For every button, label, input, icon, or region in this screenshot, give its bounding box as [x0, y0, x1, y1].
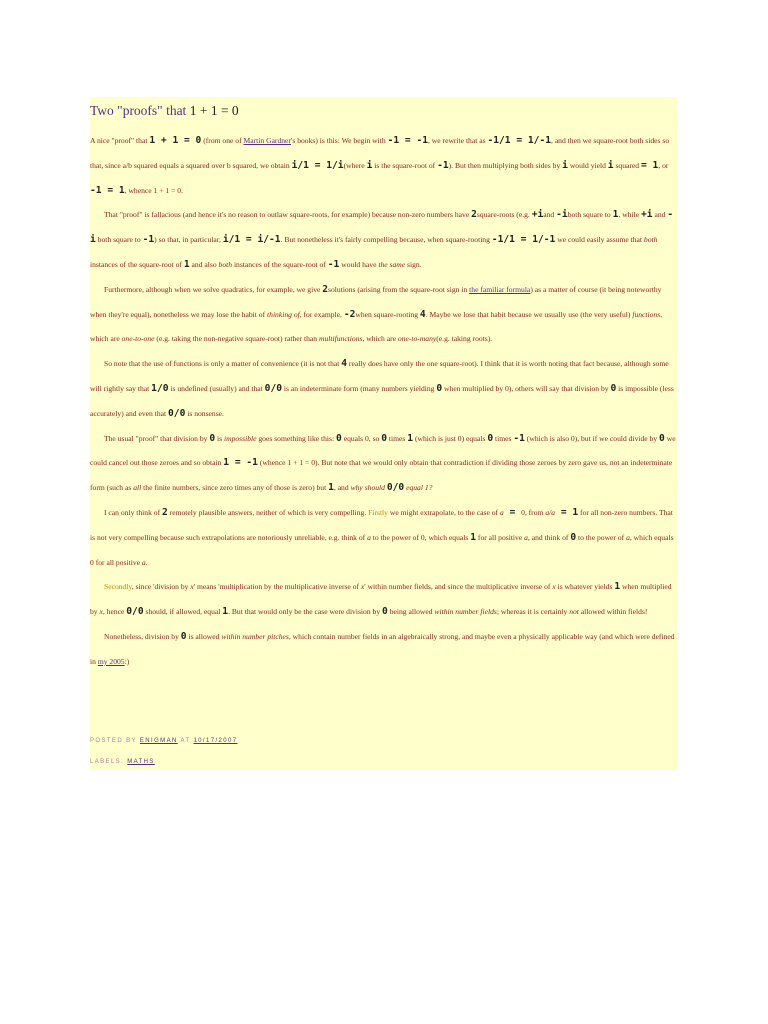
paragraph-1: [90, 129, 677, 203]
text: (whence 1 + 1 = 0). But note that we would only obtain that contradiction if dividing those zeroes by zero gave us, not an indeterminate form (such as: [90, 458, 673, 493]
text: times: [387, 433, 408, 443]
text: The usual "proof" that division by: [104, 433, 210, 443]
text: (e.g. taking roots).: [436, 334, 493, 344]
text: both square to: [95, 235, 143, 245]
text: solutions (arising from the square-root sign in: [328, 284, 470, 294]
text: instances of the square-root of: [232, 259, 328, 269]
text: remotely plausible answers, neither of which is very compelling.: [167, 507, 369, 517]
text: (e.g. taking the non-negative square-root) rather than: [154, 334, 319, 344]
math: =: [503, 506, 522, 518]
emphasis: within number fields: [434, 607, 497, 617]
math: -1: [142, 234, 155, 246]
text: , whence 1 + 1 = 0.: [124, 185, 183, 195]
math: 1 + 1 = 0: [149, 135, 202, 146]
text: sign.: [405, 259, 422, 269]
text: , for example,: [299, 309, 344, 319]
paragraph-2: [90, 203, 677, 277]
text: when multiplied by: [90, 582, 672, 617]
math: +i: [531, 209, 544, 221]
math: 0/0: [386, 482, 405, 494]
emphasis: a: [626, 532, 630, 542]
at-label: AT: [177, 738, 194, 744]
text: we might extrapolate, to the case of: [387, 507, 500, 517]
math: -1/1 = 1/-1: [491, 234, 556, 246]
math: 1: [470, 531, 477, 543]
math: -2: [343, 308, 356, 320]
math: 0: [381, 432, 388, 444]
text: , which are: [362, 334, 398, 344]
text: for all non-zero numbers. That is not very compelling because such extrapolations are notoriously unreliable, e.g. think of: [90, 507, 673, 542]
text: times: [493, 433, 514, 443]
posted-by-label: POSTED BY: [90, 738, 140, 744]
paragraph-3: [90, 278, 677, 352]
math: 2: [322, 283, 329, 295]
math: 1/0: [151, 382, 169, 394]
emphasis: not: [569, 607, 579, 617]
math: -i: [90, 209, 674, 246]
text: (from one of: [201, 136, 244, 145]
math: 0: [570, 531, 577, 543]
post-footer: [90, 738, 237, 744]
emphasis: impossible: [223, 433, 257, 443]
text: being allowed: [387, 607, 435, 617]
math: 1 = -1: [223, 457, 258, 469]
post-title-text: Two "proofs" that: [90, 103, 190, 118]
text: , while: [618, 210, 641, 220]
text: is impossible (less accurately) and even that: [90, 383, 674, 418]
text: , and: [333, 483, 351, 493]
post-labels: [90, 759, 155, 765]
text: . But nonetheless it's fairly compelling because, when square-rooting: [280, 235, 492, 245]
math: 1: [612, 209, 619, 221]
text: is nonsense.: [185, 408, 224, 418]
post-title-math: 1 + 1 = 0: [189, 103, 239, 118]
text: to the power of: [576, 532, 627, 542]
text: we could easily assume that: [555, 235, 644, 245]
text: is whatever yields: [555, 582, 615, 592]
math: 0: [610, 382, 617, 394]
math: 0: [659, 432, 665, 444]
emphasis: functions: [632, 309, 661, 319]
emphasis: equal 1?: [404, 483, 433, 493]
math: i: [366, 159, 373, 171]
text: should, if allowed, equal: [143, 607, 223, 617]
math: 1: [407, 432, 414, 444]
martin-gardner-link[interactable]: Martin Gardner: [243, 136, 291, 145]
emphasis: thinking of: [267, 309, 300, 319]
emphasis: a/a: [545, 507, 556, 517]
emphasis: a: [367, 532, 371, 542]
text: allowed within fields!: [578, 607, 648, 617]
emphasis: a: [141, 557, 146, 567]
text: (which is also 0), but if we could divide by: [524, 433, 660, 443]
math: 0: [487, 432, 494, 444]
paragraph-7: [90, 575, 677, 625]
emphasis: the same: [378, 259, 406, 269]
highlight-word: Firstly: [368, 507, 388, 517]
blog-post: [90, 97, 677, 770]
text: . Maybe we lose that habit because we usually use (the very useful): [425, 309, 633, 319]
text: ) so that, in particular,: [154, 235, 223, 245]
paragraph-4: [90, 352, 677, 426]
emphasis: x: [99, 607, 103, 617]
text: would yield: [567, 160, 608, 170]
emphasis: multifunctions: [319, 334, 363, 344]
text: A nice "proof" that: [90, 136, 150, 145]
text: , and think of: [527, 532, 571, 542]
math: 0/0: [126, 606, 144, 618]
text: That "proof" is fallacious (and hence it's no reason to outlaw square-roots, for example) because non-zero numbers have: [104, 210, 472, 220]
math: -i: [556, 209, 568, 221]
text: square-roots (e.g.: [476, 210, 532, 220]
label-link-maths[interactable]: MATHS: [127, 759, 155, 765]
math: -1: [513, 432, 525, 444]
text: to the power of 0, which equals: [370, 532, 471, 542]
my-2005-link[interactable]: my 2005: [97, 656, 125, 666]
text: would have: [339, 259, 379, 269]
text: (where: [343, 160, 367, 170]
text: , which contain number fields in an algebraically strong, and maybe even a physically applicable way (and which were defined in: [90, 631, 675, 666]
math: i/1 = i/-1: [222, 234, 281, 246]
text: Furthermore, although when we solve quadratics, for example, we give: [104, 284, 323, 294]
text: , since 'division by: [131, 582, 191, 592]
text: is the square-root of: [372, 160, 438, 170]
post-title: [90, 103, 677, 119]
labels-label: LABELS:: [90, 759, 128, 765]
math: -1: [437, 159, 449, 171]
math: 2: [471, 209, 477, 221]
math: 1: [222, 606, 229, 618]
math: = 1: [641, 159, 659, 171]
math: 0: [436, 382, 443, 394]
paragraph-6: [90, 501, 677, 575]
math: -1: [327, 258, 340, 270]
text: squared: [613, 160, 641, 170]
paragraph-5: [90, 427, 677, 501]
emphasis: x: [360, 582, 365, 592]
post-body: [90, 129, 677, 675]
text: and also: [189, 259, 219, 269]
text: is allowed: [186, 631, 222, 641]
math: 4: [341, 358, 348, 370]
emphasis: both: [218, 259, 233, 269]
math: 0: [209, 432, 216, 444]
emphasis: within number pitches: [221, 631, 289, 641]
text: both square to: [567, 210, 613, 220]
math: 1: [183, 258, 190, 270]
text: ) as a matter of course (it being noteworthy when they're equal), nonetheless we may lose the habit of: [90, 284, 662, 319]
math: i: [562, 159, 568, 171]
math: i/1 = 1/i: [291, 159, 344, 171]
math: 0: [336, 432, 342, 444]
emphasis: a: [499, 507, 504, 517]
math: -1 = 1: [90, 184, 125, 196]
emphasis: one-to-one: [121, 334, 155, 344]
text: , which are: [90, 309, 663, 344]
text: goes something like this:: [256, 433, 337, 443]
text: , or: [658, 160, 669, 170]
paragraph-8: [90, 625, 677, 675]
text: , and then we square-root both sides so that, since a/b squared equals a squared over b squared, we obtain: [90, 136, 670, 170]
text: we could cancel out those zeroes and so obtain: [90, 433, 676, 468]
text: ' means 'multiplication by the multiplicative inverse of: [193, 582, 361, 592]
math: 1: [614, 581, 621, 593]
text: and: [652, 210, 668, 220]
author-link[interactable]: ENIGMAN: [139, 738, 178, 744]
text: for all positive: [476, 532, 525, 542]
math: 4: [419, 308, 426, 320]
text: , which equals 0 for all positive: [90, 532, 674, 567]
math: 2: [162, 506, 168, 518]
math: +i: [640, 209, 653, 221]
text: is undefined (usually) and that: [168, 383, 265, 393]
math: 0: [382, 606, 388, 618]
post-date-link[interactable]: 10/17/2007: [193, 738, 238, 744]
math: -1/1 = 1/-1: [487, 135, 552, 146]
math: = 1: [555, 506, 579, 518]
math: -1 = -1: [387, 135, 428, 146]
emphasis: a: [524, 532, 528, 542]
math: 0/0: [264, 382, 282, 394]
text: Nonetheless, division by: [104, 631, 181, 641]
text: So note that the use of functions is only a matter of convenience (it is not that: [104, 359, 342, 369]
math: 0/0: [168, 407, 186, 419]
text: :): [124, 656, 130, 666]
text: really does have only the one square-root). I think that it is worth noting that fact because, although some will rightly say that: [90, 359, 669, 393]
text: . But that would only be the case were division by: [228, 607, 383, 617]
text: (which is just 0) equals: [413, 433, 488, 443]
familiar-formula-link[interactable]: the familiar formula: [469, 284, 531, 294]
text: is: [215, 433, 224, 443]
text: equals 0, so: [341, 433, 382, 443]
emphasis: x: [190, 582, 194, 592]
text: .: [145, 557, 148, 567]
text: is an indeterminate form (many numbers yielding: [282, 383, 437, 393]
highlight-word: Secondly: [104, 582, 132, 592]
text: ; whereas it is certainly: [496, 607, 570, 617]
emphasis: x: [552, 582, 556, 592]
emphasis: one-to-many: [397, 334, 437, 344]
math: i: [607, 159, 614, 171]
text: 0, from: [521, 507, 546, 517]
text: ). But then multiplying both sides by: [448, 160, 563, 170]
text: when square-rooting: [355, 309, 420, 319]
text: ' within number fields, and since the multiplicative inverse of: [364, 582, 553, 592]
text: the finite numbers, since zero times any of those is zero) but: [141, 483, 329, 493]
text: I can only think of: [104, 507, 162, 517]
text: when multiplied by 0), others will say that division by: [442, 383, 611, 393]
text: , hence: [102, 607, 127, 617]
math: 1: [328, 482, 334, 494]
emphasis: both: [643, 235, 658, 245]
text: 's books) is this: We begin with: [290, 136, 388, 145]
emphasis: all: [133, 483, 142, 493]
text: and: [543, 210, 557, 220]
math: 0: [180, 630, 187, 642]
emphasis: why should: [350, 483, 387, 493]
text: , we rewrite that as: [428, 136, 488, 145]
text: instances of the square-root of: [90, 259, 184, 269]
